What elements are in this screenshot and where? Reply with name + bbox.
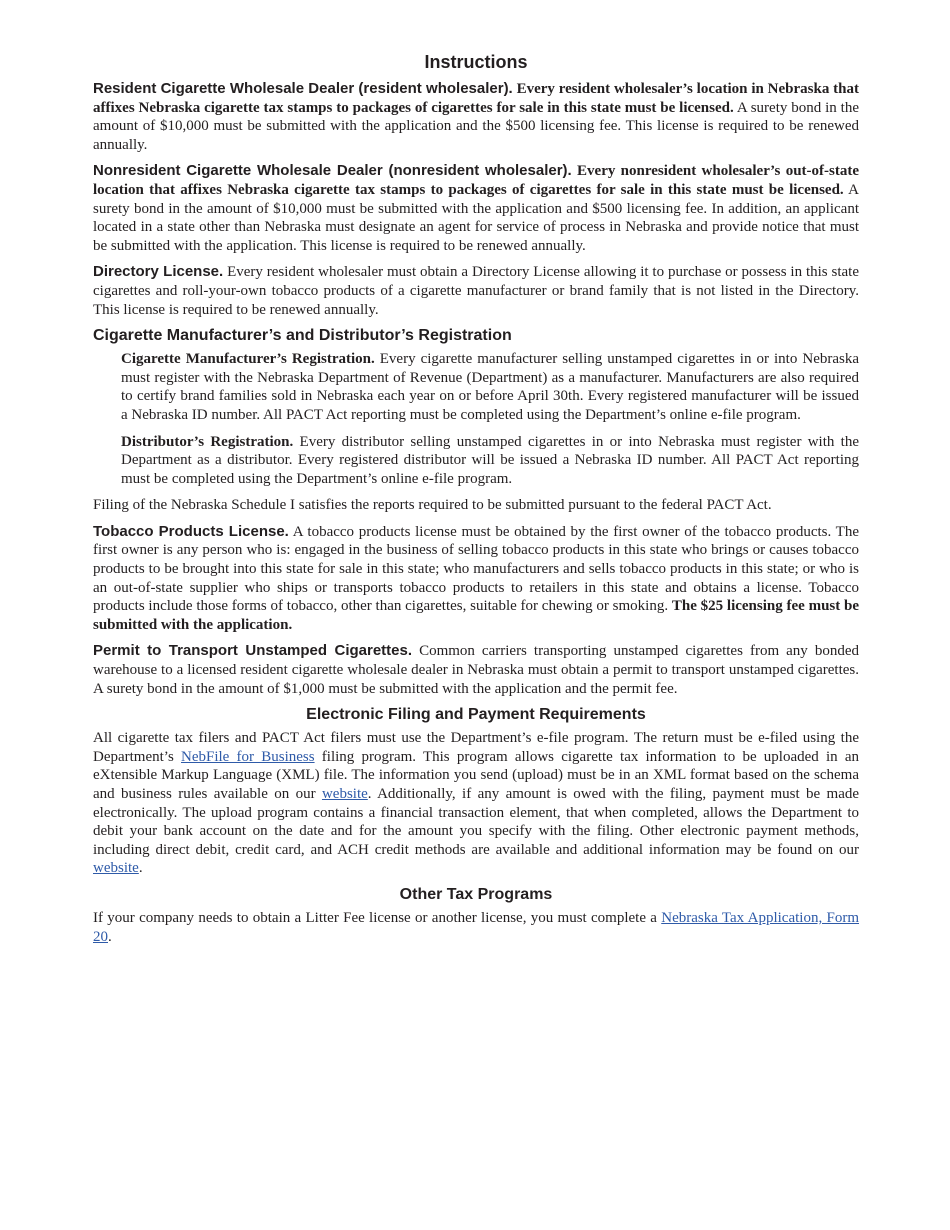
other-tax-programs-heading: Other Tax Programs (399, 885, 553, 903)
other-text: If your company needs to obtain a Litter Fee license or another license, you must complete a (93, 909, 657, 926)
nonresident-text: A surety bond in the amount of $10,000 must be submitted with the application and $500 licensing fee. In addition, an applicant located in a state other than Nebraska must designate an agent for service of process in Nebraska and provide notice that must be submitted with the application. This license is required to be renewed annually. (93, 181, 859, 254)
nonresident-bold-text: Every nonresident wholesaler’s out-of-state location that affixes Nebraska cigarette tax stamps to packages of cigarettes for sale in this state must be licensed. (93, 163, 860, 198)
tobacco-bold-text: The $25 licensing fee must be submitted with the application. (93, 598, 860, 633)
permit-section (93, 642, 859, 698)
electronic-text-3: . Additionally, if any amount is owed with the filing, payment must be made electronically. The upload program contains a financial transaction element, that when completed, allows the Department to debit your bank account on the date and for the amount you specify with the filing. Other electronic payment methods, including direct debit, credit card, and ACH credit methods are available and additional information may be found on our (93, 786, 860, 858)
instructions-page (93, 48, 859, 954)
other-end: . (108, 928, 112, 945)
nebfile-for-business-link[interactable]: NebFile for Business (181, 748, 315, 765)
tobacco-text: A tobacco products license must be obtained by the first owner of the tobacco products. The first owner is any person who is: engaged in the business of selling tobacco products in this state who brings or causes tobacco products to be brought into this state for sale in this state; who manufacturers and sells tobacco products in this state; or who is an out-of-state supplier who ships or transports tobacco products to retailers in this state and obtains a license. Tobacco products include those forms of tobacco, other than cigarettes, suitable for chewing or smoking. (93, 523, 859, 615)
other-tax-programs-section (93, 909, 859, 946)
nonresident-wholesaler-section (93, 162, 859, 255)
resident-wholesaler-section (93, 80, 859, 154)
tobacco-heading: Tobacco Products License. (93, 522, 289, 540)
resident-bold-text: Every resident wholesaler’s location in Nebraska that affixes Nebraska cigarette tax stamps to packages of cigarettes for sale in this state must be licensed. (93, 81, 860, 116)
electronic-filing-section (93, 729, 859, 878)
permit-text: Common carriers transporting unstamped cigarettes from any bonded warehouse to a licensed resident cigarette wholesale dealer in Nebraska must obtain a permit to transport unstamped cigarettes. A surety bond in the amount of $1,000 must be submitted with the application and the permit fee. (93, 643, 859, 697)
directory-text: Every resident wholesaler must obtain a Directory License allowing it to purchase or possess in this state cigarettes and roll-your-own tobacco products of a cigarette manufacturer or brand family that is not listed in the Directory. This license is required to be renewed annually. (93, 264, 860, 318)
directory-license-section (93, 263, 859, 319)
directory-heading: Directory License. (93, 263, 224, 281)
electronic-text-1: All cigarette tax filers and PACT Act filers must use the Department’s e-file program. The return must be e-filed using the Department’s (93, 730, 859, 765)
manufacturer-text: Every cigarette manufacturer selling unstamped cigarettes in or into Nebraska must register with the Nebraska Department of Revenue (Department) as a manufacturer. Manufacturers are also required to certify brand families sold in Nebraska each year on or before April 30th. Every registered manufacturer will be issued a Nebraska ID number. All PACT Act reporting must be completed using the Department’s online e-file program. (121, 351, 859, 423)
registration-heading: Cigarette Manufacturer’s and Distributor’s Registration (93, 327, 512, 345)
pact-act-note: Filing of the Nebraska Schedule I satisfies the reports required to be submitted pursuant to the federal PACT Act. (93, 497, 772, 514)
distributor-text: Every distributor selling unstamped cigarettes in or into Nebraska must register with the Department as a distributor. Every registered distributor will be issued a Nebraska ID number. All PACT Act reporting must be completed using the Department’s online e-file program. (121, 433, 860, 487)
distributor-registration-section (121, 433, 859, 489)
resident-heading: Resident Cigarette Wholesale Dealer (resident wholesaler). (93, 80, 513, 97)
page-title: Instructions (424, 52, 528, 72)
electronic-filing-heading: Electronic Filing and Payment Requirements (306, 706, 646, 724)
manufacturer-registration-section (121, 350, 859, 424)
nonresident-heading: Nonresident Cigarette Wholesale Dealer (nonresident wholesaler). (93, 162, 572, 180)
form-20-link[interactable]: Nebraska Tax Application, Form 20 (93, 909, 860, 945)
manufacturer-heading: Cigarette Manufacturer’s Registration. (121, 351, 375, 368)
website-link-2[interactable]: website (93, 860, 139, 877)
permit-heading: Permit to Transport Unstamped Cigarettes. (93, 642, 413, 660)
resident-text: A surety bond in the amount of $10,000 must be submitted with the application and the $500 licensing fee. This license is required to be renewed annually. (93, 99, 859, 153)
website-link-1[interactable]: website (321, 786, 368, 802)
tobacco-products-section (93, 523, 859, 635)
electronic-text-2: filing program. This program allows cigarette tax information to be uploaded in an eXtensible Markup Language (XML) file. The information you send (upload) must be in an XML format based on the schema and business rules available on our (93, 748, 860, 802)
distributor-heading: Distributor’s Registration. (121, 433, 294, 450)
electronic-text-4: . (138, 860, 143, 877)
